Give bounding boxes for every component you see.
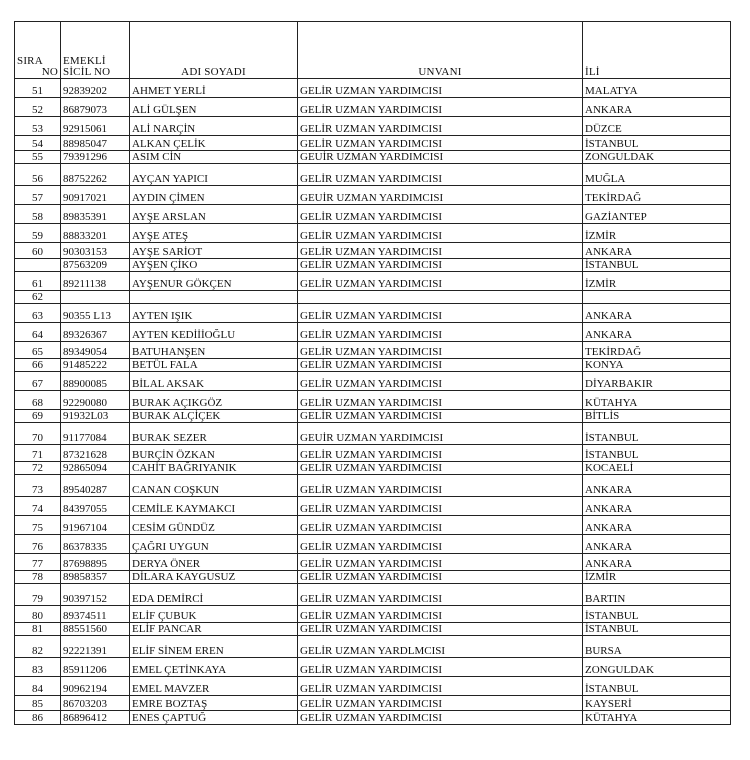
row-title: GELİR UZMAN YARDIMCISI (298, 410, 583, 423)
row-sira-no: 66 (15, 359, 61, 372)
row-city: ANKARA (583, 323, 731, 342)
row-name: EMEL ÇETİNKAYA (130, 658, 298, 677)
row-sira-no: 67 (15, 372, 61, 391)
row-title: GELİR UZMAN YARDIMCISI (298, 584, 583, 606)
row-title: GELİR UZMAN YARDIMCISI (298, 623, 583, 636)
header-sicil-no (61, 22, 130, 79)
row-name: AYŞEN ÇİKO (130, 259, 298, 272)
row-name: AYTEN KEDİİİOĞLU (130, 323, 298, 342)
row-sicil-no: 90303153 (61, 243, 130, 259)
row-city: İZMİR (583, 224, 731, 243)
row-sira-no: 82 (15, 636, 61, 658)
row-sira-no: 53 (15, 117, 61, 136)
row-sicil-no: 92221391 (61, 636, 130, 658)
row-city: GAZİANTEP (583, 205, 731, 224)
row-sicil-no: 89374511 (61, 606, 130, 623)
row-sira-no: 75 (15, 516, 61, 535)
row-title: GELİR UZMAN YARDIMCISI (298, 391, 583, 410)
table-body (15, 79, 731, 725)
row-city: MALATYA (583, 79, 731, 98)
row-sicil-no: 91967104 (61, 516, 130, 535)
table-row (15, 623, 731, 636)
table-row (15, 224, 731, 243)
row-city: İZMİR (583, 571, 731, 584)
row-city: MUĞLA (583, 164, 731, 186)
row-sira-no: 71 (15, 445, 61, 462)
row-sicil-no: 87321628 (61, 445, 130, 462)
row-name: BİLAL AKSAK (130, 372, 298, 391)
row-name: AYÇAN YAPICI (130, 164, 298, 186)
table-row (15, 391, 731, 410)
row-name: DERYA ÖNER (130, 554, 298, 571)
row-title: GELİR UZMAN YARDIMCISI (298, 304, 583, 323)
table-row (15, 359, 731, 372)
row-sicil-no (61, 291, 130, 304)
table-row (15, 554, 731, 571)
row-city: İSTANBUL (583, 445, 731, 462)
row-sira-no: 68 (15, 391, 61, 410)
row-sicil-no: 84397055 (61, 497, 130, 516)
row-title: GELİR UZMAN YARDIMCISI (298, 497, 583, 516)
row-name: AHMET YERLİ (130, 79, 298, 98)
row-city: ANKARA (583, 535, 731, 554)
row-city: ANKARA (583, 475, 731, 497)
row-sira-no: 60 (15, 243, 61, 259)
table-row (15, 272, 731, 291)
row-title: GELİR UZMAN YARDIMCISI (298, 136, 583, 151)
row-name: EMRE BOZTAŞ (130, 696, 298, 711)
row-title: GELİR UZMAN YARDIMCISI (298, 677, 583, 696)
row-sira-no: 54 (15, 136, 61, 151)
row-sicil-no: 89211138 (61, 272, 130, 291)
row-sira-no: 57 (15, 186, 61, 205)
row-sicil-no: 79391296 (61, 151, 130, 164)
row-title: GELİR UZMAN YARDIMCISI (298, 372, 583, 391)
row-sicil-no: 86879073 (61, 98, 130, 117)
row-city: ANKARA (583, 243, 731, 259)
row-title: GELİR UZMAN YARDIMCISI (298, 79, 583, 98)
row-name: ELİF ÇUBUK (130, 606, 298, 623)
row-city: İSTANBUL (583, 623, 731, 636)
table-row (15, 497, 731, 516)
row-sira-no: 59 (15, 224, 61, 243)
row-sira-no: 76 (15, 535, 61, 554)
row-sira-no: 81 (15, 623, 61, 636)
row-city: ANKARA (583, 554, 731, 571)
row-sira-no: 72 (15, 462, 61, 475)
row-name: CESİM GÜNDÜZ (130, 516, 298, 535)
row-title: GELİR UZMAN YARDIMCISI (298, 606, 583, 623)
row-sicil-no: 88551560 (61, 623, 130, 636)
row-city (583, 291, 731, 304)
row-sicil-no: 91485222 (61, 359, 130, 372)
row-city: İSTANBUL (583, 259, 731, 272)
row-city: İSTANBUL (583, 136, 731, 151)
row-title: GELİR UZMAN YARDIMCISI (298, 475, 583, 497)
row-city: ANKARA (583, 516, 731, 535)
row-sira-no: 73 (15, 475, 61, 497)
row-title: GEUİR UZMAN YARDIMCISI (298, 151, 583, 164)
table-row (15, 136, 731, 151)
row-sira-no: 51 (15, 79, 61, 98)
table-row (15, 372, 731, 391)
row-title: GELİR UZMAN YARDIMCISI (298, 342, 583, 359)
row-sira-no: 86 (15, 711, 61, 725)
table-row (15, 323, 731, 342)
row-title: GEUİR UZMAN YARDIMCISI (298, 186, 583, 205)
row-sicil-no: 86703203 (61, 696, 130, 711)
table-row (15, 535, 731, 554)
row-name: BURAK AÇIKGÖZ (130, 391, 298, 410)
row-sira-no: 85 (15, 696, 61, 711)
row-sicil-no: 86378335 (61, 535, 130, 554)
row-name: CEMİLE KAYMAKCI (130, 497, 298, 516)
row-title: GELİR UZMAN YARDLMCISI (298, 636, 583, 658)
row-sicil-no: 89858357 (61, 571, 130, 584)
table-row (15, 475, 731, 497)
row-sicil-no: 89349054 (61, 342, 130, 359)
row-name: EDA DEMİRCİ (130, 584, 298, 606)
row-title: GELİR UZMAN YARDIMCISI (298, 535, 583, 554)
row-sicil-no: 89835391 (61, 205, 130, 224)
header-name: ADI SOYADI (130, 22, 298, 79)
table-row (15, 259, 731, 272)
row-name: AYŞE ARSLAN (130, 205, 298, 224)
header-sira-line1: SIRA (17, 55, 43, 67)
row-title: GELİR UZMAN YARDIMCISI (298, 205, 583, 224)
row-title: GELİR UZMAN YARDIMCISI (298, 445, 583, 462)
table-row (15, 462, 731, 475)
table-row (15, 445, 731, 462)
row-sira-no: 52 (15, 98, 61, 117)
row-sira-no: 78 (15, 571, 61, 584)
table-row (15, 243, 731, 259)
row-name: EMEL MAVZER (130, 677, 298, 696)
row-sira-no: 80 (15, 606, 61, 623)
row-title: GELİR UZMAN YARDIMCISI (298, 696, 583, 711)
row-title: GELİR UZMAN YARDIMCISI (298, 658, 583, 677)
row-sicil-no: 92865094 (61, 462, 130, 475)
row-title: GELİR UZMAN YARDIMCISI (298, 359, 583, 372)
row-sicil-no: 87698895 (61, 554, 130, 571)
row-name: CAHİT BAĞRIYANIK (130, 462, 298, 475)
row-title: GELİR UZMAN YARDIMCISI (298, 516, 583, 535)
header-title: UNVANI (298, 22, 583, 79)
row-city: ANKARA (583, 304, 731, 323)
table-row (15, 658, 731, 677)
row-sira-no: 79 (15, 584, 61, 606)
row-sicil-no: 92839202 (61, 79, 130, 98)
personnel-table (14, 21, 731, 725)
row-sicil-no: 86896412 (61, 711, 130, 725)
table-row (15, 584, 731, 606)
header-row (15, 22, 731, 79)
row-sira-no: 84 (15, 677, 61, 696)
row-sira-no: 65 (15, 342, 61, 359)
row-sicil-no: 90397152 (61, 584, 130, 606)
row-city: KÜTAHYA (583, 391, 731, 410)
row-name: BATUHANŞEN (130, 342, 298, 359)
row-title: GELİR UZMAN YARDIMCISI (298, 117, 583, 136)
row-sicil-no: 87563209 (61, 259, 130, 272)
row-title: GELİR UZMAN YARDIMCISI (298, 243, 583, 259)
table-row (15, 186, 731, 205)
table-row (15, 117, 731, 136)
row-title: GELİR UZMAN YARDIMCISI (298, 711, 583, 725)
row-title: GELİR UZMAN YARDIMCISI (298, 554, 583, 571)
header-sicil-line1: EMEKLİ (63, 55, 106, 67)
table-row (15, 410, 731, 423)
table-row (15, 516, 731, 535)
row-name: AYŞE SARİOT (130, 243, 298, 259)
row-city: DÜZCE (583, 117, 731, 136)
row-city: DİYARBAKIR (583, 372, 731, 391)
row-sicil-no: 88752262 (61, 164, 130, 186)
row-city: BARTIN (583, 584, 731, 606)
row-name (130, 291, 298, 304)
table-row (15, 711, 731, 725)
row-city: KONYA (583, 359, 731, 372)
row-city: ANKARA (583, 98, 731, 117)
row-city: KÜTAHYA (583, 711, 731, 725)
table-row (15, 423, 731, 445)
row-sicil-no: 91177084 (61, 423, 130, 445)
row-name: AYDIN ÇİMEN (130, 186, 298, 205)
table-row (15, 98, 731, 117)
table-row (15, 205, 731, 224)
header-sicil-line2: SİCİL NO (63, 66, 111, 78)
row-name: BURAK SEZER (130, 423, 298, 445)
row-city: İZMİR (583, 272, 731, 291)
row-name: AYŞE ATEŞ (130, 224, 298, 243)
row-sicil-no: 89326367 (61, 323, 130, 342)
row-name: ALİ NARÇİN (130, 117, 298, 136)
row-sira-no: 74 (15, 497, 61, 516)
row-sira-no: 63 (15, 304, 61, 323)
row-city: İSTANBUL (583, 423, 731, 445)
row-name: ENES ÇAPTUĞ (130, 711, 298, 725)
row-sicil-no: 85911206 (61, 658, 130, 677)
row-title: GEUİR UZMAN YARDIMCISI (298, 423, 583, 445)
row-sira-no: 55 (15, 151, 61, 164)
row-title: GELİR UZMAN YARDIMCISI (298, 98, 583, 117)
row-sicil-no: 88900085 (61, 372, 130, 391)
row-title: GELİR UZMAN YARDIMCISI (298, 164, 583, 186)
row-title: GELİR UZMAN YARDIMCISI (298, 462, 583, 475)
row-sicil-no: 90355 L13 (61, 304, 130, 323)
row-name: CANAN COŞKUN (130, 475, 298, 497)
row-city: TEKİRDAĞ (583, 186, 731, 205)
row-city: ZONGULDAK (583, 658, 731, 677)
row-sira-no: 64 (15, 323, 61, 342)
table-header (15, 22, 731, 79)
row-sira-no: 77 (15, 554, 61, 571)
row-name: BURÇİN ÖZKAN (130, 445, 298, 462)
row-city: TEKİRDAĞ (583, 342, 731, 359)
row-city: İSTANBUL (583, 677, 731, 696)
row-sicil-no: 88833201 (61, 224, 130, 243)
row-sira-no: 83 (15, 658, 61, 677)
row-sira-no: 58 (15, 205, 61, 224)
table-row (15, 151, 731, 164)
row-name: ALİ GÜLŞEN (130, 98, 298, 117)
row-sicil-no: 90962194 (61, 677, 130, 696)
table-row (15, 571, 731, 584)
row-city: KOCAELİ (583, 462, 731, 475)
header-sira-line2: NO (41, 66, 58, 78)
row-city: ANKARA (583, 497, 731, 516)
row-sira-no: 62 (15, 291, 61, 304)
header-city: İLİ (583, 22, 731, 79)
row-title: GELİR UZMAN YARDIMCISI (298, 272, 583, 291)
row-name: AYŞENUR GÖKÇEN (130, 272, 298, 291)
row-city: İSTANBUL (583, 606, 731, 623)
table-row (15, 164, 731, 186)
table-row (15, 342, 731, 359)
table-row (15, 636, 731, 658)
table-row (15, 79, 731, 98)
row-name: BURAK ALÇİÇEK (130, 410, 298, 423)
row-sicil-no: 89540287 (61, 475, 130, 497)
row-city: ZONGULDAK (583, 151, 731, 164)
table-row (15, 304, 731, 323)
table-row (15, 677, 731, 696)
row-sicil-no: 90917021 (61, 186, 130, 205)
row-sicil-no: 92290080 (61, 391, 130, 410)
table-row (15, 696, 731, 711)
row-name: ASIM CİN (130, 151, 298, 164)
row-sicil-no: 88985047 (61, 136, 130, 151)
row-title: GELİR UZMAN YARDIMCISI (298, 224, 583, 243)
row-sicil-no: 92915061 (61, 117, 130, 136)
row-sicil-no: 91932L03 (61, 410, 130, 423)
row-name: BETÜL FALA (130, 359, 298, 372)
row-name: ALKAN ÇELİK (130, 136, 298, 151)
row-name: DİLARA KAYGUSUZ (130, 571, 298, 584)
row-sira-no: 69 (15, 410, 61, 423)
row-sira-no: 61 (15, 272, 61, 291)
row-name: AYTEN IŞIK (130, 304, 298, 323)
row-name: ELİF PANCAR (130, 623, 298, 636)
row-city: BURSA (583, 636, 731, 658)
row-title: GELİR UZMAN YARDIMCISI (298, 571, 583, 584)
table-row (15, 606, 731, 623)
row-city: KAYSERİ (583, 696, 731, 711)
row-title (298, 291, 583, 304)
row-name: ELİF SİNEM EREN (130, 636, 298, 658)
row-sira-no: 56 (15, 164, 61, 186)
row-name: ÇAĞRI UYGUN (130, 535, 298, 554)
row-sira-no (15, 259, 61, 272)
header-sira-no (15, 22, 61, 79)
row-title: GELİR UZMAN YARDIMCISI (298, 259, 583, 272)
row-sira-no: 70 (15, 423, 61, 445)
row-city: BİTLİS (583, 410, 731, 423)
row-title: GELİR UZMAN YARDIMCISI (298, 323, 583, 342)
table-row (15, 291, 731, 304)
